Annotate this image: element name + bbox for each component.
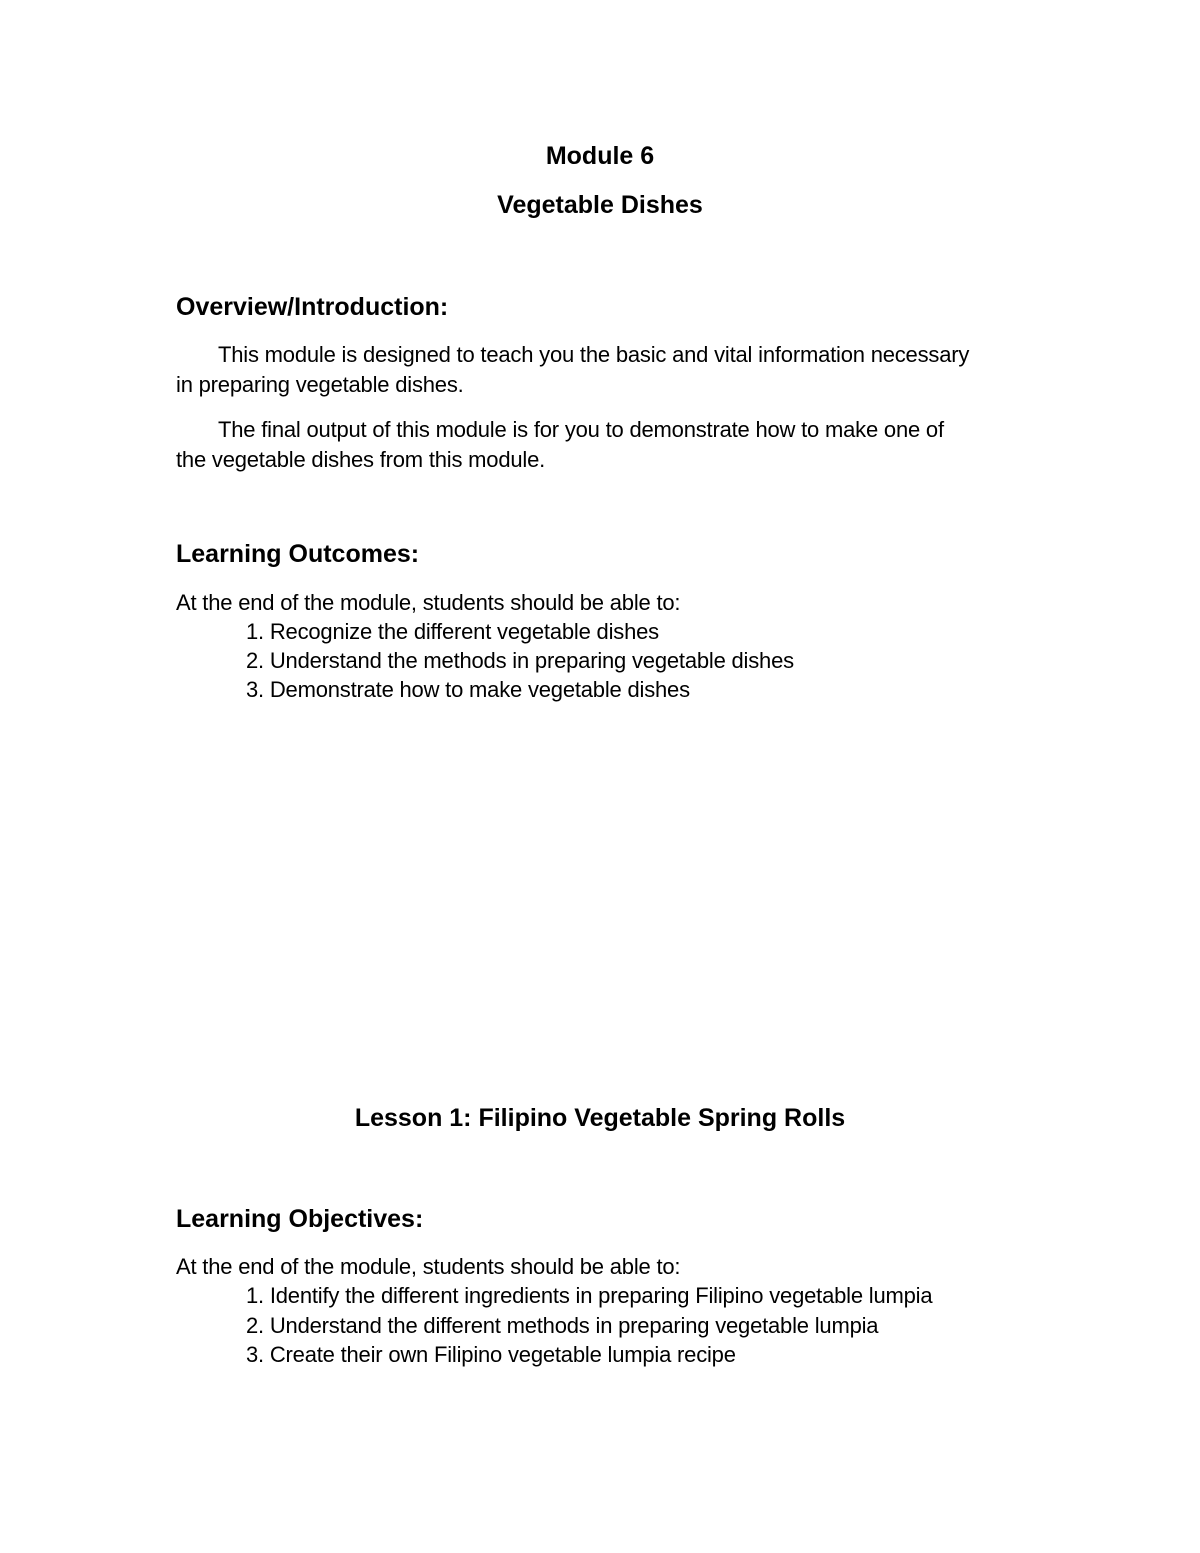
learning-objective-item: 3. Create their own Filipino vegetable lumpia recipe <box>246 1342 736 1367</box>
overview-paragraph-2-line-2: the vegetable dishes from this module. <box>176 447 546 472</box>
overview-paragraph-1-line-1: This module is designed to teach you the basic and vital information necessary <box>218 342 970 367</box>
learning-outcomes-intro: At the end of the module, students should be able to: <box>176 590 681 615</box>
overview-paragraph-2-line-1: The final output of this module is for you to demonstrate how to make one of <box>218 417 944 442</box>
learning-objective-item: 2. Understand the different methods in preparing vegetable lumpia <box>246 1313 879 1338</box>
learning-outcome-item: 3. Demonstrate how to make vegetable dishes <box>246 677 690 702</box>
learning-outcome-item: 2. Understand the methods in preparing vegetable dishes <box>246 648 794 673</box>
overview-heading: Overview/Introduction: <box>176 293 449 321</box>
learning-outcome-item: 1. Recognize the different vegetable dishes <box>246 619 659 644</box>
learning-objectives-intro: At the end of the module, students should be able to: <box>176 1254 681 1279</box>
learning-objective-item: 1. Identify the different ingredients in preparing Filipino vegetable lumpia <box>246 1283 933 1308</box>
lesson-title: Lesson 1: Filipino Vegetable Spring Rolls <box>354 1104 846 1132</box>
learning-objectives-heading: Learning Objectives: <box>176 1205 424 1233</box>
module-subtitle: Vegetable Dishes <box>497 191 703 219</box>
module-title: Module 6 <box>545 142 655 170</box>
learning-outcomes-heading: Learning Outcomes: <box>176 540 420 568</box>
overview-paragraph-1-line-2: in preparing vegetable dishes. <box>176 372 464 397</box>
